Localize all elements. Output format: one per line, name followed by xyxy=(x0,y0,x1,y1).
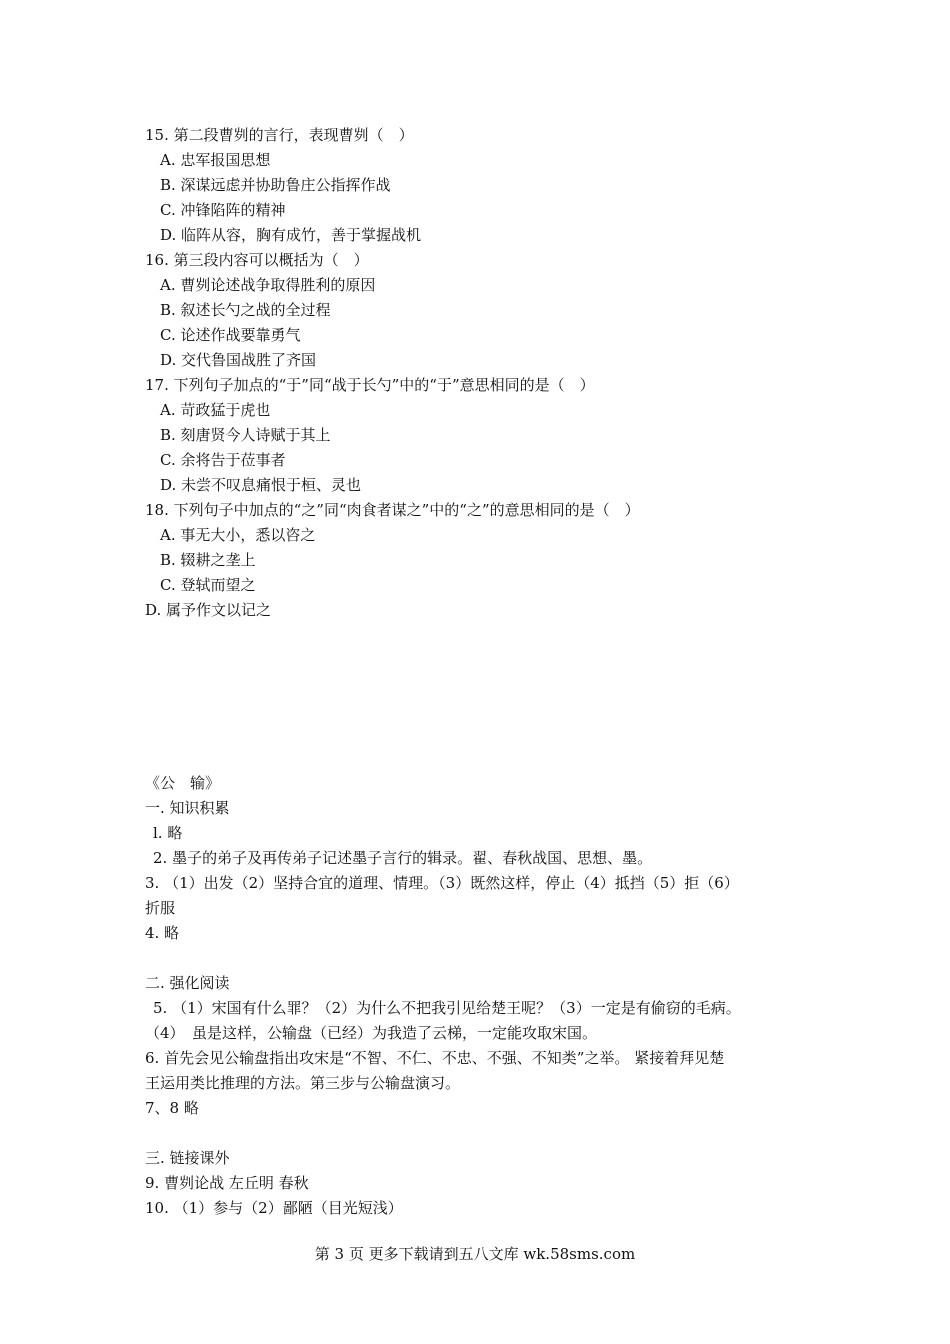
question-15-stem: 15. 第二段曹刿的言行，表现曹刿（ ） xyxy=(145,126,414,144)
section-1-line: l. 略 xyxy=(153,824,183,842)
section-1-line: 折服 xyxy=(145,899,176,917)
question-17-option-d: D. 未尝不叹息痛恨于桓、灵也 xyxy=(160,476,362,494)
question-16-option-d: D. 交代鲁国战胜了齐国 xyxy=(160,351,317,369)
section-3-heading: 三. 链接课外 xyxy=(145,1149,230,1167)
section-3-line: 10. （1）参与（2）鄙陋（目光短浅） xyxy=(145,1199,403,1217)
section-1-line: 3. （1）出发（2）坚持合宜的道理、情理。（3）既然这样，停止（4）抵挡（5）拒（6） xyxy=(145,874,739,892)
question-18-option-d: D. 属予作文以记之 xyxy=(145,601,272,619)
question-18-option-a: A. 事无大小，悉以咨之 xyxy=(160,526,316,544)
question-16-stem: 16. 第三段内容可以概括为（ ） xyxy=(145,251,369,269)
question-17-stem: 17. 下列句子加点的“于”同“战于长勺”中的“于”意思相同的是（ ） xyxy=(145,376,595,394)
section-2-line: 6. 首先会见公输盘指出攻宋是“不智、不仁、不忠、不强、不知类”之举。 紧接着拜见楚 xyxy=(145,1049,725,1067)
section-3-line: 9. 曹刿论战 左丘明 春秋 xyxy=(145,1174,309,1192)
question-17-option-a: A. 苛政猛于虎也 xyxy=(160,401,271,419)
section-2-line: （4） 虽是这样，公输盘（已经）为我造了云梯，一定能攻取宋国。 xyxy=(145,1024,598,1042)
section-2-line: 王运用类比推理的方法。第三步与公输盘演习。 xyxy=(145,1074,461,1092)
question-18-option-c: C. 登轼而望之 xyxy=(160,576,256,594)
answers-title: 《公 输》 xyxy=(145,774,221,792)
section-2-line: 5. （1）宋国有什么罪？（2）为什么不把我引见给楚王呢？（3）一定是有偷窃的毛病。 xyxy=(153,999,741,1017)
question-15-option-b: B. 深谋远虑并协助鲁庄公指挥作战 xyxy=(160,176,391,194)
question-18-option-b: B. 辍耕之垄上 xyxy=(160,551,256,569)
question-15-option-c: C. 冲锋陷阵的精神 xyxy=(160,201,286,219)
question-16-option-a: A. 曹刿论述战争取得胜利的原因 xyxy=(160,276,376,294)
section-1-line: 4. 略 xyxy=(145,924,180,942)
question-16-option-b: B. 叙述长勺之战的全过程 xyxy=(160,301,331,319)
question-16-option-c: C. 论述作战要靠勇气 xyxy=(160,326,301,344)
question-15-option-d: D. 临阵从容，胸有成竹，善于掌握战机 xyxy=(160,226,422,244)
question-15-option-a: A. 忠军报国思想 xyxy=(160,151,271,169)
question-18-stem: 18. 下列句子中加点的“之”同“肉食者谋之”中的“之”的意思相同的是（ ） xyxy=(145,501,640,519)
section-2-heading: 二. 强化阅读 xyxy=(145,974,230,992)
page-footer: 第 3 页 更多下载请到五八文库 wk.58sms.com xyxy=(314,1245,636,1263)
question-17-option-b: B. 刻唐贤今人诗赋于其上 xyxy=(160,426,331,444)
section-1-line: 2. 墨子的弟子及再传弟子记述墨子言行的辑录。翟、春秋战国、思想、墨。 xyxy=(153,849,653,867)
question-17-option-c: C. 余将告于莅事者 xyxy=(160,451,286,469)
section-2-line: 7、8 略 xyxy=(145,1099,199,1117)
section-1-heading: 一. 知识积累 xyxy=(145,799,230,817)
